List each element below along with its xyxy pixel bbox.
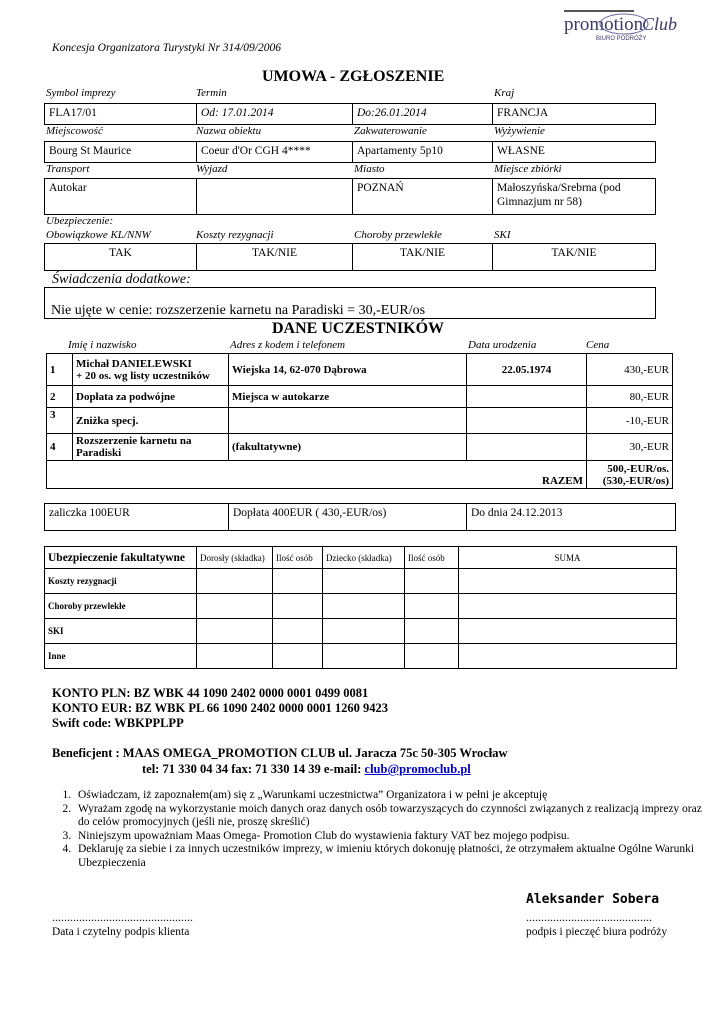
label-transport: Transport xyxy=(46,163,90,175)
total-value[interactable]: 500,-EUR/os. (530,-EUR/os) xyxy=(587,461,673,489)
header-birth: Data urodzenia xyxy=(468,339,537,351)
label-zbiorka: Miejsce zbiórki xyxy=(494,163,562,175)
term-item: 4. Deklaruję za siebie i za innych uczestników imprezy, w imieniu których dokonuję płatności, że otrzymałem aktualne Ogólne Warunki Ubezpieczenia xyxy=(74,843,704,870)
license-number: Koncesja Organizatora Turystyki Nr 314/09/2006 xyxy=(52,42,281,54)
town-field[interactable]: Bourg St Maurice xyxy=(45,142,197,162)
trip-row-3 xyxy=(44,178,656,215)
bank-eur: KONTO EUR: BZ WBK PL 66 1090 2402 0000 0001 1260 9423 xyxy=(52,701,389,715)
insurance-header: Ilość osób xyxy=(273,547,323,569)
label-termin: Termin xyxy=(196,87,227,99)
table-row xyxy=(45,619,677,644)
deposit-field[interactable]: zaliczka 100EUR xyxy=(45,504,229,530)
table-row xyxy=(47,408,673,434)
label-ski: SKI xyxy=(494,229,511,241)
insurance-cell[interactable] xyxy=(197,594,273,619)
insurance-cell[interactable] xyxy=(273,619,323,644)
label-wyjazd: Wyjazd xyxy=(196,163,228,175)
row-number: 3 xyxy=(47,408,73,434)
insurance-header: Dorosły (składka) xyxy=(197,547,273,569)
row-number: 4 xyxy=(47,434,73,461)
trip-row-2 xyxy=(44,141,656,163)
optional-insurance-table xyxy=(44,546,677,669)
insurance-cell[interactable] xyxy=(323,644,405,669)
participant-birth[interactable] xyxy=(467,408,587,434)
promotion-club-logo xyxy=(562,8,682,44)
swift-code: Swift code: WBKPPLPP xyxy=(52,716,184,730)
insurance-header: SUMA xyxy=(459,547,677,569)
accommodation-field[interactable]: Apartamenty 5p10 xyxy=(353,142,493,162)
participant-address[interactable]: Wiejska 14, 62-070 Dąbrowa xyxy=(229,354,467,386)
extras-label: Świadczenia dodatkowe: xyxy=(52,272,191,287)
departure-field[interactable] xyxy=(197,179,353,214)
participant-name[interactable]: Zniżka specj. xyxy=(73,408,229,434)
insurance-type: SKI xyxy=(45,619,197,644)
insurance-header: Ilość osób xyxy=(405,547,459,569)
insurance-cell[interactable] xyxy=(273,644,323,669)
label-miejscowosc: Miejscowość xyxy=(46,125,103,137)
insurance-cell[interactable] xyxy=(459,644,677,669)
insurance-header: Dziecko (składka) xyxy=(323,547,405,569)
bank-pln: KONTO PLN: BZ WBK 44 1090 2402 0000 0001 0499 0081 xyxy=(52,686,369,700)
ins-cancellation[interactable]: TAK/NIE xyxy=(197,244,353,270)
participants-title: DANE UCZESTNIKÓW xyxy=(272,320,445,337)
payments-row xyxy=(44,503,676,531)
label-zakwaterowanie: Zakwaterowanie xyxy=(354,125,427,137)
participant-birth[interactable] xyxy=(467,434,587,461)
table-row xyxy=(45,644,677,669)
insurance-cell[interactable] xyxy=(405,594,459,619)
term-item: 2. Wyrażam zgodę na wykorzystanie moich danych oraz danych osób towarzyszących do czynności związanych z realizacją imprezy oraz do celów promocyjnych (jeśli nie, proszę skreślić) xyxy=(74,803,704,830)
insurance-cell[interactable] xyxy=(459,569,677,594)
label-wyzywienie: Wyżywienie xyxy=(494,125,545,137)
agent-signature: Aleksander Sobera xyxy=(526,892,660,907)
participant-price[interactable]: -10,-EUR xyxy=(587,408,673,434)
insurance-type: Inne xyxy=(45,644,197,669)
agency-signature-line[interactable]: .......................................... xyxy=(526,910,652,924)
insurance-cell[interactable] xyxy=(405,644,459,669)
insurance-type: Koszty rezygnacji xyxy=(45,569,197,594)
participant-address[interactable]: Miejsca w autokarze xyxy=(229,386,467,408)
label-symbol: Symbol imprezy xyxy=(46,87,116,99)
ins-chronic[interactable]: TAK/NIE xyxy=(353,244,493,270)
label-koszty: Koszty rezygnacji xyxy=(196,229,274,241)
beneficiary: Beneficjent : MAAS OMEGA_PROMOTION CLUB ul. Jaracza 75c 50-305 Wrocław xyxy=(52,746,508,760)
label-obiekt: Nazwa obiektu xyxy=(196,125,262,137)
label-obowiazkowe: Obowiązkowe KL/NNW xyxy=(46,229,151,241)
table-row xyxy=(47,386,673,408)
ins-ski[interactable]: TAK/NIE xyxy=(551,247,597,259)
participants-table xyxy=(46,353,673,489)
client-signature-label: Data i czytelny podpis klienta xyxy=(52,926,190,938)
page-title: UMOWA - ZGŁOSZENIE xyxy=(262,68,445,85)
contact-line xyxy=(142,762,471,777)
participant-birth[interactable] xyxy=(467,386,587,408)
insurance-cell[interactable] xyxy=(323,569,405,594)
label-miasto: Miasto xyxy=(354,163,385,175)
participant-name[interactable]: Dopłata za podwójne xyxy=(73,386,229,408)
header-address: Adres z kodem i telefonem xyxy=(230,339,346,351)
board-field[interactable]: WŁASNE xyxy=(497,145,545,157)
insurance-cell[interactable] xyxy=(273,569,323,594)
trip-row-1 xyxy=(44,103,656,125)
transport-field[interactable]: Autokar xyxy=(45,179,197,214)
date-to-field[interactable]: Do:26.01.2014 xyxy=(353,104,493,124)
insurance-cell[interactable] xyxy=(459,619,677,644)
insurance-cell[interactable] xyxy=(197,619,273,644)
insurance-cell[interactable] xyxy=(405,569,459,594)
participant-address[interactable]: (fakultatywne) xyxy=(229,434,467,461)
participant-price[interactable]: 80,-EUR xyxy=(587,386,673,408)
label-choroby: Choroby przewlekłe xyxy=(354,229,442,241)
total-label: RAZEM xyxy=(47,461,587,489)
insurance-cell[interactable] xyxy=(323,619,405,644)
label-kraj: Kraj xyxy=(494,87,515,99)
contact-phone: tel: 71 330 04 34 fax: 71 330 14 39 e-mail: xyxy=(142,762,365,776)
due-date-field[interactable]: Do dnia 24.12.2013 xyxy=(471,507,563,519)
term-item: 3. Niniejszym upoważniam Maas Omega- Promotion Club do wystawienia faktury VAT bez mojego podpisu. xyxy=(74,830,704,844)
participant-birth[interactable]: 22.05.1974 xyxy=(467,354,587,386)
participant-price[interactable]: 430,-EUR xyxy=(587,354,673,386)
logo-word2: Club xyxy=(642,14,678,34)
insurance-type: Choroby przewlekłe xyxy=(45,594,197,619)
total-row xyxy=(47,461,673,489)
insurance-row xyxy=(44,243,656,271)
insurance-cell[interactable] xyxy=(197,644,273,669)
table-row xyxy=(47,434,673,461)
meeting-point-field[interactable]: Małoszyńska/Srebrna (pod Gimnazjum nr 58) xyxy=(497,182,621,208)
email-link[interactable]: club@promoclub.pl xyxy=(364,762,471,776)
date-from-field[interactable]: Od: 17.01.2014 xyxy=(197,104,353,124)
insurance-header: Ubezpieczenie fakultatywne xyxy=(45,547,197,569)
label-ubezpieczenie: Ubezpieczenie: xyxy=(46,215,114,227)
city-field[interactable]: POZNAŃ xyxy=(353,179,493,214)
balance-field[interactable]: Dopłata 400EUR ( 430,-EUR/os) xyxy=(229,504,467,530)
insurance-cell[interactable] xyxy=(273,594,323,619)
insurance-header-row xyxy=(45,547,677,569)
insurance-cell[interactable] xyxy=(405,619,459,644)
extras-box xyxy=(44,287,656,319)
country-field[interactable]: FRANCJA xyxy=(497,107,549,119)
extras-text[interactable]: Nie ujęte w cenie: rozszerzenie karnetu na Paradiski = 30,-EUR/os xyxy=(51,303,426,318)
participant-name[interactable]: Michał DANIELEWSKI + 20 os. wg listy uczestników xyxy=(73,354,229,386)
row-number: 1 xyxy=(47,354,73,386)
participant-name[interactable]: Rozszerzenie karnetu na Paradiski xyxy=(73,434,229,461)
logo-word: promotion xyxy=(564,14,644,35)
table-row xyxy=(45,569,677,594)
agency-signature-label: podpis i pieczęć biura podróży xyxy=(526,926,668,938)
participant-address[interactable] xyxy=(229,408,467,434)
logo-subtitle: BIURO PODRÓŻY xyxy=(596,36,647,42)
header-price: Cena xyxy=(586,339,610,351)
participant-price[interactable]: 30,-EUR xyxy=(587,434,673,461)
hotel-field[interactable]: Coeur d'Or CGH 4**** xyxy=(197,142,353,162)
insurance-cell[interactable] xyxy=(459,594,677,619)
row-number: 2 xyxy=(47,386,73,408)
header-name: Imię i nazwisko xyxy=(68,339,137,351)
insurance-cell[interactable] xyxy=(197,569,273,594)
table-row xyxy=(45,594,677,619)
insurance-cell[interactable] xyxy=(323,594,405,619)
terms-list xyxy=(52,789,704,870)
client-signature-line[interactable]: ............................................... xyxy=(52,910,193,924)
ins-mandatory[interactable]: TAK xyxy=(45,244,197,270)
term-item: 1. Oświadczam, iż zapoznałem(am) się z „Warunkami uczestnictwa” Organizatora i w pełni je akceptuję xyxy=(74,789,704,803)
symbol-field[interactable]: FLA17/01 xyxy=(45,104,197,124)
table-row xyxy=(47,354,673,386)
